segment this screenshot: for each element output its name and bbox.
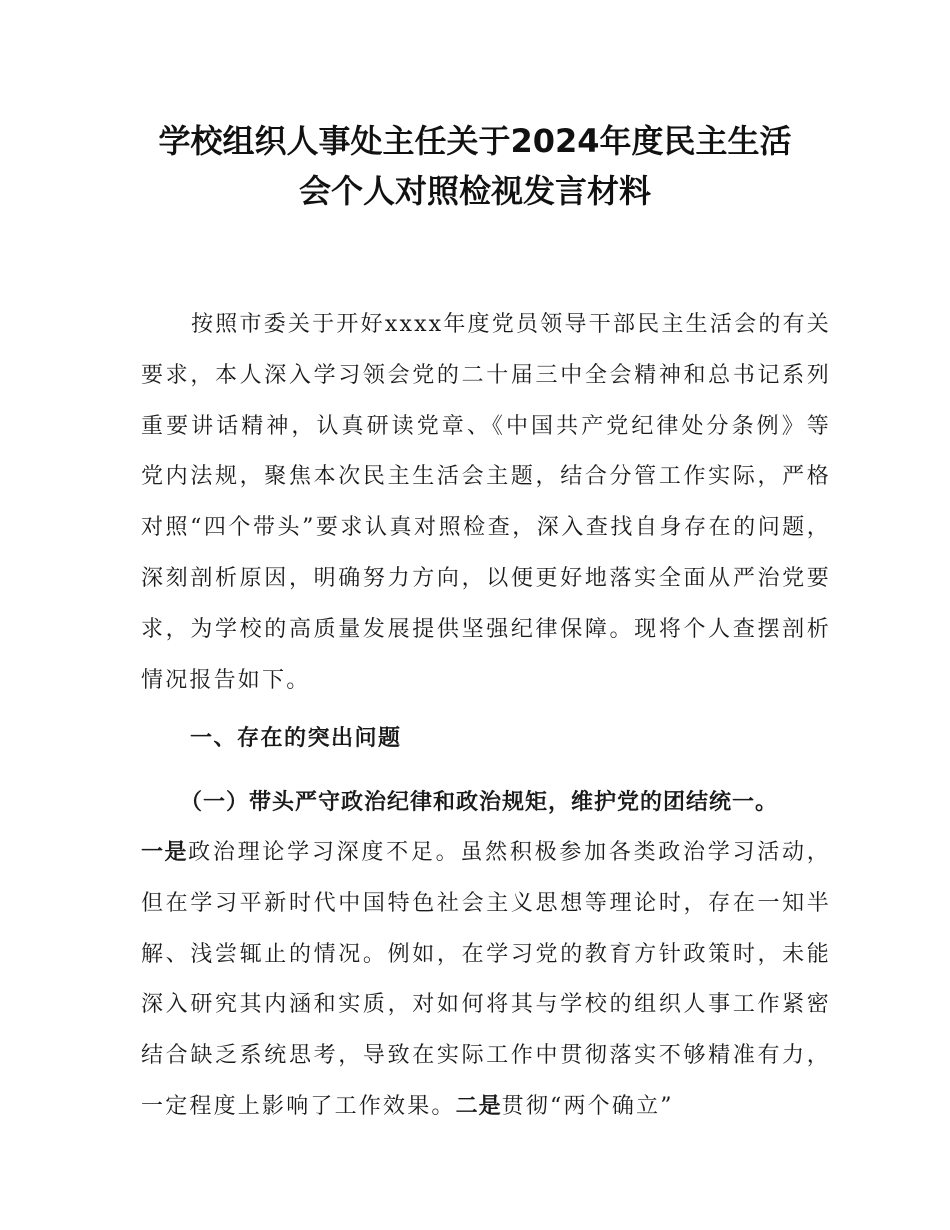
point-text-second: 贯彻“两个确立” [501,1093,674,1119]
section-heading-problems: 一、存在的突出问题 [190,726,402,751]
document-title-line-1: 学校组织人事处主任关于2024年度民主生活 [158,122,792,160]
intro-paragraph: 按照市委关于开好xxxx年度党员领导干部民主生活会的有关要求，本人深入学习领会党的二十届三中全会精神和总书记系列重要讲话精神，认真研读党章、《中国共产党纪律处分条例》等党内法规，聚焦本次民主生活会主题，结合分管工作实际，严格对照“四个带头”要求认真对照检查，深入查找自身存在的问题，深刻剖析原因，明确努力方向，以便更好地落实全面从严治党要求，为学校的高质量发展提供坚强纪律保障。现将个人查摆剖析情况报告如下。 [141,312,831,693]
body-paragraph [141,828,831,1133]
point-label-second: 二是 [455,1093,502,1119]
point-label-first: 一是 [141,840,189,865]
point-text-first: 政治理论学习深度不足。虽然积极参加各类政治学习活动，但在学习平新时代中国特色社会主义思想等理论时，存在一知半解、浅尝辄止的情况。例如，在学习党的教育方针政策时，未能深入研究其内涵和实质，对如何将其与学校的组织人事工作紧密结合缺乏系统思考，导致在实际工作中贯彻落实不够精准有力，一定程度上影响了工作效果。 [141,840,831,1119]
subsection-heading-political-discipline: （一）带头严守政治纪律和政治规矩，维护党的团结统一。 [180,790,779,815]
document-title-line-2: 会个人对照检视发言材料 [298,172,651,210]
